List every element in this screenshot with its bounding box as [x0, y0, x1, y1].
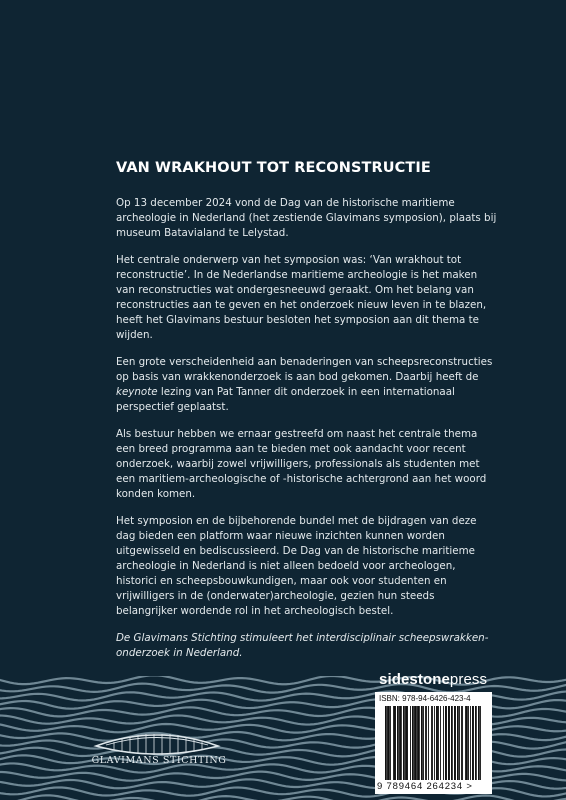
- barcode-bar: [410, 706, 411, 780]
- paragraph-approaches-part1: Een grote verscheidenheid aan benaderingen van scheepsreconstructies op basis van wrakkenonderzoek is aan bod gekomen. Daarbij heeft de: [116, 356, 493, 383]
- barcode-bar: [432, 706, 433, 780]
- barcode-bar: [421, 706, 423, 780]
- barcode-bar: [480, 706, 481, 780]
- publisher-logo: [379, 671, 487, 688]
- page-title: VAN WRAKHOUT TOT RECONSTRUCTIE: [116, 160, 431, 176]
- barcode-bar: [449, 706, 450, 780]
- paragraph-platform: Het symposion en de bijbehorende bundel met de bijdragen van deze dag bieden een platform waar nieuwe inzichten kunnen worden uitgewisseld en bediscussieerd. De Dag van de historische maritieme archeologie in Nederland is niet alleen bedoeld voor archeologen, historici en scheepsbouwkundigen, maar ook voor studenten en vrijwilligers in de (onderwater)archeologie, gezien hun steeds belangrijker wordende rol in het archeologisch bestel.: [116, 515, 477, 617]
- barcode-bar: [418, 706, 420, 780]
- barcode-bar: [397, 706, 399, 780]
- barcode-bar: [417, 706, 418, 780]
- barcode-bar: [403, 706, 405, 780]
- barcode-bar: [434, 706, 435, 780]
- barcode-bar: [407, 706, 408, 780]
- isbn-barcode-box: [375, 692, 492, 794]
- wave-line: [0, 795, 566, 800]
- barcode-bar: [425, 706, 426, 780]
- paragraph-topic: Het centrale onderwerp van het symposion was: ‘Van wrakhout tot reconstructie’. In de Nederlandse maritieme archeologie is het maken van reconstructies wat ondergesneeuwd geraakt. Om het belang van reconstructies aan te geven en het onderzoek nieuw leven in te blazen, heeft het Glavimans bestuur besloten het symposion aan dit thema te wijden.: [116, 254, 487, 341]
- barcode-bar: [468, 706, 469, 780]
- barcode-bar: [426, 706, 427, 780]
- foundation-name: GLAVIMANS STICHTING: [91, 755, 227, 766]
- barcode-bar: [462, 706, 463, 780]
- barcode-bar: [393, 706, 394, 780]
- barcode-bar: [390, 706, 391, 780]
- barcode-icon: [379, 706, 487, 780]
- barcode-bar: [405, 706, 406, 780]
- barcode-bar: [412, 706, 414, 780]
- barcode-bar: [428, 706, 429, 780]
- barcode-bar: [451, 706, 453, 780]
- barcode-bar: [470, 706, 471, 780]
- barcode-bar: [455, 706, 456, 780]
- barcode-bar: [457, 706, 459, 780]
- barcode-bar: [473, 706, 474, 780]
- publisher-name-light: press: [449, 671, 488, 688]
- barcode-bar: [415, 706, 417, 780]
- barcode-bar: [400, 706, 402, 780]
- barcode-bar: [446, 706, 447, 780]
- barcode-bar: [475, 706, 477, 780]
- keynote-emphasis: keynote: [116, 386, 158, 398]
- barcode-bar: [478, 706, 480, 780]
- barcode-bar: [443, 706, 444, 780]
- barcode-bar: [440, 706, 441, 780]
- paragraph-foundation: De Glavimans Stichting stimuleert het interdisciplinair scheepswrakkenonderzoek in Nederland.: [116, 632, 489, 659]
- paragraph-program: Als bestuur hebben we ernaar gestreefd om naast het centrale thema een breed programma aan te bieden met ook aandacht voor recent onderzoek, waarbij zowel vrijwilligers, professionals als studenten met een maritiem-archeologische of -historische achtergrond aan het woord konden komen.: [116, 428, 487, 500]
- barcode-digits: 9 789464 264234 >: [377, 781, 473, 792]
- publisher-name-bold: sidestone: [379, 671, 450, 688]
- paragraph-approaches-part2: lezing van Pat Tanner dit onderzoek in een internationaal perspectief geplaatst.: [116, 386, 455, 413]
- barcode-bar: [399, 706, 400, 780]
- barcode-bar: [459, 706, 460, 780]
- paragraph-intro: Op 13 december 2024 vond de Dag van de historische maritieme archeologie in Nederland (het zestiende Glavimans symposion), plaats bij museum Batavialand te Lelystad.: [116, 197, 497, 239]
- barcode-bar: [414, 706, 415, 780]
- paragraph-approaches: [116, 355, 498, 415]
- barcode-bar: [465, 706, 466, 780]
- isbn-number: ISBN: 978-94-6426-423-4: [379, 694, 471, 703]
- barcode-bar: [395, 706, 396, 780]
- barcode-bar: [388, 706, 390, 780]
- barcode-bar: [431, 706, 432, 780]
- back-cover-text: [116, 160, 498, 673]
- barcode-bar: [466, 706, 468, 780]
- barcode-bar: [437, 706, 438, 780]
- barcode-bar: [423, 706, 424, 780]
- barcode-bar: [385, 706, 387, 780]
- barcode-bar: [461, 706, 462, 780]
- barcode-bar: [438, 706, 439, 780]
- barcode-bar: [387, 706, 388, 780]
